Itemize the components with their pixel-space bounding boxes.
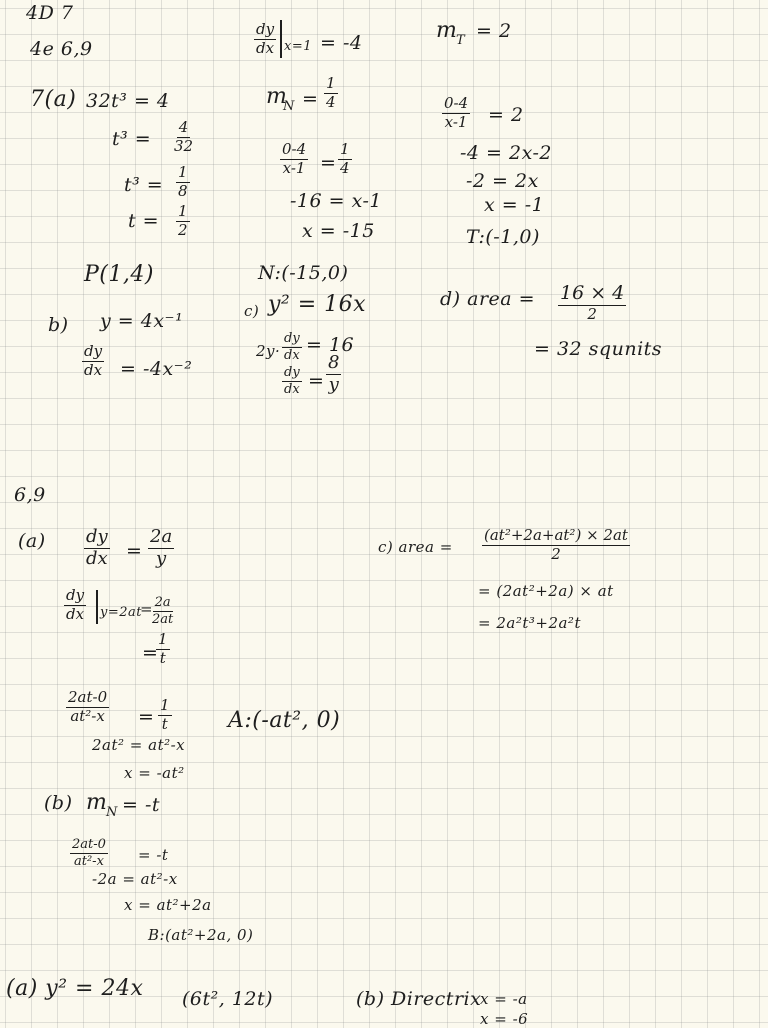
q69c-area-label: c) area = — [378, 538, 453, 556]
fraction-denominator: at²-x — [70, 706, 105, 725]
fraction-denominator: dx — [84, 360, 103, 379]
fraction-denominator: dx — [66, 604, 85, 623]
fraction-numerator: 4 — [178, 118, 189, 136]
tangent-line-step-2: -4 = 2x-2 — [460, 142, 552, 164]
evaluation-bar — [96, 590, 98, 624]
tangent-line-step-4: x = -1 — [484, 194, 545, 216]
fraction-numerator: dy — [84, 342, 103, 360]
fraction-numerator: 1 — [158, 630, 168, 648]
q69b-label: (b) — [44, 792, 73, 814]
fraction-numerator: dy — [284, 365, 300, 380]
q69c-area-step-3: = 2a²t³+2a²t — [478, 614, 581, 632]
fraction-numerator: 1 — [340, 140, 350, 158]
q69a-simplified-equals: = — [142, 642, 159, 664]
fraction-numerator: dy — [256, 20, 275, 38]
q7c-label: c) — [244, 302, 260, 320]
fraction-numerator: 2at-0 — [68, 688, 108, 706]
q69b-point-b: B:(at²+2a, 0) — [148, 926, 254, 944]
normal-gradient-equals: = — [302, 88, 319, 110]
q7b-equation-1: y = 4x⁻¹ — [100, 310, 184, 332]
q69a-line-fraction — [66, 690, 109, 725]
q69b-line-step-3: x = at²+2a — [124, 896, 212, 914]
footer-directrix-1: x = -a — [480, 990, 528, 1008]
q69a-line-equals: = — [138, 706, 155, 728]
q69b-line-rhs: = -t — [138, 846, 169, 864]
fraction-numerator: 1 — [326, 74, 336, 92]
normal-point-n: N:(-15,0) — [258, 262, 349, 284]
fraction-denominator: dx — [284, 381, 300, 397]
fraction-denominator: 4 — [340, 158, 350, 177]
fraction-denominator: y — [156, 547, 167, 569]
fraction-numerator: 0-4 — [282, 140, 307, 158]
fraction-numerator: 2a — [150, 526, 173, 547]
q69a-equals: = — [126, 540, 143, 562]
fraction-denominator: 4 — [326, 92, 336, 111]
fraction-denominator: 2 — [551, 544, 561, 563]
footer-point: (6t², 12t) — [182, 988, 274, 1010]
fraction-denominator: 32 — [174, 136, 194, 155]
q7b-derivative-rhs: = -4x⁻² — [120, 358, 193, 380]
tangent-gradient-rhs: = 2 — [476, 20, 512, 42]
q7a-point-p: P(1,4) — [84, 262, 154, 287]
fraction-numerator: 1 — [178, 163, 188, 181]
tangent-line-rhs: = 2 — [488, 104, 524, 126]
tangent-line-step-3: -2 = 2x — [466, 170, 539, 192]
normal-gradient-fraction — [324, 76, 338, 111]
q69a-eval-equals: = — [140, 600, 154, 618]
normal-line-fraction — [280, 142, 308, 177]
q7d-area-result: = 32 squnits — [534, 338, 663, 360]
fraction-denominator: 2 — [587, 304, 597, 323]
q7d-area-label: d) area = — [440, 288, 536, 310]
fraction-denominator: dx — [284, 347, 300, 363]
evaluation-bar — [280, 20, 282, 58]
fraction-denominator: dx — [86, 547, 108, 569]
fraction-numerator: 2a — [154, 595, 171, 610]
normal-line-rhs-fraction — [338, 142, 352, 177]
fraction-denominator: 2 — [178, 220, 188, 239]
footer-part-b: (b) Directrix — [356, 988, 482, 1010]
q69c-area-fraction — [482, 528, 630, 563]
fraction-numerator: 8 — [328, 352, 340, 373]
grad-derivative — [254, 22, 276, 57]
q7a-equation-1: 32t³ = 4 — [86, 90, 170, 112]
normal-line-step-3: x = -15 — [302, 220, 375, 242]
q69b-normal-gradient-label: m — [86, 790, 108, 815]
fraction-numerator: dy — [66, 586, 85, 604]
fraction-numerator: 2at-0 — [72, 837, 106, 852]
fraction-denominator: at²-x — [74, 853, 104, 869]
fraction-numerator: dy — [284, 331, 300, 346]
fraction-denominator: x-1 — [282, 158, 306, 177]
q7c-equation-3-equals: = — [308, 370, 325, 392]
q69b-line-step-2: -2a = at²-x — [92, 870, 178, 888]
q69a-eval-subscript: y=2at — [100, 605, 142, 620]
q69b-normal-gradient-subscript: N — [106, 805, 118, 820]
q69a-point-a: A:(-at², 0) — [228, 708, 341, 733]
footer-part-a: (a) y² = 24x — [6, 976, 144, 1001]
q69a-derivative — [84, 528, 110, 569]
q69a-line-rhs-fraction — [158, 698, 172, 733]
tangent-gradient-label: m — [436, 18, 458, 43]
page-heading-line-2: 4e 6,9 — [30, 38, 93, 60]
fraction-denominator: t — [161, 714, 168, 733]
q7a-equation-2-fraction — [172, 120, 195, 155]
q7a-equation-2-lhs: t³ = — [112, 128, 152, 150]
q69a-eval-derivative — [64, 588, 86, 623]
fraction-numerator: 16 × 4 — [560, 282, 625, 304]
q69a-line-step-3: x = -at² — [124, 764, 185, 782]
fraction-denominator: x-1 — [444, 112, 468, 131]
q69a-eval-rhs-fraction — [150, 596, 175, 626]
fraction-denominator: t — [159, 648, 166, 667]
fraction-numerator: dy — [86, 526, 108, 547]
fraction-denominator: 2at — [152, 611, 174, 627]
fraction-numerator: (at²+2a+at²) × 2at — [484, 526, 628, 544]
q7a-equation-3-lhs: t³ = — [124, 174, 164, 196]
fraction-numerator: 1 — [160, 696, 170, 714]
q69c-area-step-2: = (2at²+2a) × at — [478, 582, 614, 600]
section-6-9-heading: 6,9 — [14, 484, 46, 506]
q69b-normal-gradient-rhs: = -t — [122, 794, 161, 816]
q7c-equation-2-rhs: = 16 — [306, 334, 355, 356]
q69a-label: (a) — [18, 530, 46, 552]
grad-eval-subscript: x=1 — [284, 39, 312, 54]
normal-gradient-subscript: N — [283, 99, 295, 114]
fraction-denominator: 8 — [178, 181, 188, 200]
normal-gradient-label: m — [266, 84, 288, 109]
q69b-line-fraction — [70, 838, 108, 868]
fraction-numerator: 1 — [178, 202, 188, 220]
q7c-equation-3-derivative — [282, 366, 302, 396]
grad-eval-rhs: = -4 — [320, 32, 363, 54]
q7d-area-fraction — [558, 284, 626, 323]
normal-line-step-2: -16 = x-1 — [290, 190, 382, 212]
q7c-equation-2-lhs: 2y· — [256, 342, 281, 360]
footer-directrix-2: x = -6 — [480, 1010, 529, 1028]
tangent-gradient-subscript: T — [456, 33, 466, 48]
q7a-label: 7(a) — [30, 87, 77, 112]
fraction-denominator: y — [328, 373, 339, 395]
q7c-equation-3-rhs-fraction — [326, 354, 341, 395]
tangent-line-fraction — [442, 96, 470, 131]
normal-line-equals: = — [320, 152, 337, 174]
q7a-equation-4-lhs: t = — [128, 210, 160, 232]
q7c-equation-1: y² = 16x — [268, 292, 367, 317]
fraction-denominator: dx — [256, 38, 275, 57]
q7a-equation-4-fraction — [176, 204, 190, 239]
q7b-derivative — [82, 344, 104, 379]
tangent-point-t: T:(-1,0) — [466, 226, 540, 248]
q7c-equation-2-derivative — [282, 332, 302, 362]
q69a-simplified-fraction — [156, 632, 170, 667]
q7b-label: b) — [48, 314, 69, 336]
q69a-rhs-fraction — [148, 528, 174, 569]
q7a-equation-3-fraction — [176, 165, 190, 200]
page-heading-line-1: 4D 7 — [26, 2, 74, 24]
q69a-line-step-2: 2at² = at²-x — [92, 736, 186, 754]
fraction-numerator: 0-4 — [444, 94, 469, 112]
